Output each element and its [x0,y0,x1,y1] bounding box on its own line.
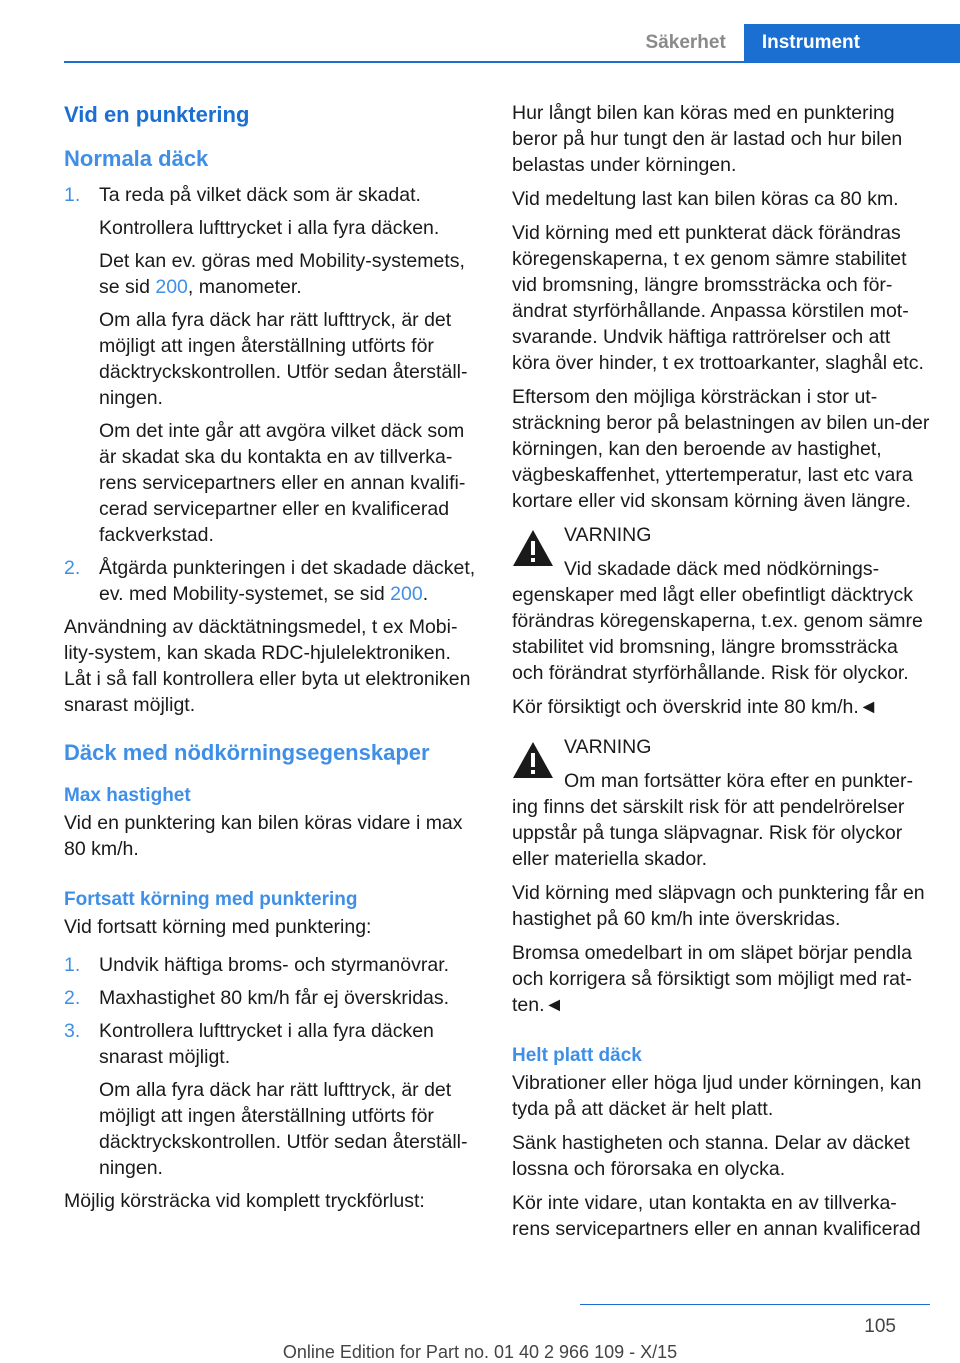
step-text: Om alla fyra däck har rätt lufttryck, är det möjligt att ingen återställning utförts för däcktryckskontrollen. Utför sedan återställ-ningen. [99,1079,468,1179]
paragraph: Vid fortsatt körning med punktering: [64,916,372,938]
paragraph: Användning av däcktätningsmedel, t ex Mobi-lity-system, kan skada RDC-hjulelektroniken. Låt i så fall kontrollera eller byta ut elektroniken snarast möjligt. [64,616,471,716]
paragraph: Kör inte vidare, utan kontakta en av tillverka-rens servicepartners eller en annan kvalificerad [512,1192,921,1240]
flat-tyre-heading: Helt platt däck [512,1045,642,1066]
runflat-heading: Däck med nödkörningsegenskaper [64,740,430,765]
step-text: Om alla fyra däck har rätt lufttryck, är det möjligt att ingen återställning utförts för däcktryckskontrollen. Utför sedan återställ-ningen. [99,309,468,409]
step-text: Kontrollera lufttrycket i alla fyra däcken snarast möjligt. [99,1020,434,1068]
paragraph: Eftersom den möjliga körsträckan i stor ut-sträckning beror på belastningen av bilen un-der körningen, kan den beroende av hastighet, vägbeskaffenhet, yttertemperatur, last etc vara kortare eller vid skonsam körning även längre. [512,386,930,512]
warning-triangle-icon [512,740,554,780]
step-text: Kontrollera lufttrycket i alla fyra däcken. [99,217,440,239]
step-number: 2. [64,987,81,1009]
warning-text: Vid körning med släpvagn och punktering får en hastighet på 60 km/h inte överskridas. [512,882,925,930]
page-link[interactable]: 200 [390,583,423,605]
warning-title: VARNING [564,736,652,758]
list-item [64,985,482,1011]
step-text: Det kan ev. göras med Mobility-systemets, se sid 200, manometer. [99,250,465,298]
step-number: 1. [64,954,81,976]
warning-text: Kör försiktigt och överskrid inte 80 km/h.◄ [512,696,879,718]
max-speed-heading: Max hastighet [64,785,191,806]
footer-rule [580,1304,930,1305]
warning-text: Bromsa omedelbart in om släpet börjar pendla och korrigera så försiktigt som möjligt med rat-ten.◄ [512,942,912,1016]
step-text: Undvik häftiga broms- och styrmanövrar. [99,954,450,976]
warning-box [512,522,930,720]
list-item [64,555,482,607]
paragraph: Sänk hastigheten och stanna. Delar av däcket lossna och förorsaka en olycka. [512,1132,910,1180]
step-text: Åtgärda punkteringen i det skadade däcket, ev. med Mobility-systemet, se sid 200. [99,557,476,605]
warning-triangle-icon [512,528,554,568]
continued-steps [64,952,482,1181]
page-link[interactable]: 200 [155,276,188,298]
step-number: 3. [64,1020,81,1042]
paragraph: Vid körning med ett punkterat däck förändras köregenskaperna, t ex genom sämre stabilitet vid bromsning, längre bromssträcka och för-ändrat styrförhållande. Anpassa körstilen mot-svarande. Undvik häftiga rattrörelser och att köra över hinder, t ex trottoarkanter, slaghål etc. [512,222,924,374]
continued-driving-heading: Fortsatt körning med punktering [64,889,358,910]
tab-sakerhet[interactable]: Säkerhet [628,24,744,62]
warning-text: Om man fortsätter köra efter en punkter- ing finns det särskilt risk för att pendelrörelser uppstår på tunga släpvagnar. Risk för olyckor eller materiella skador. [512,770,913,870]
header-rule [64,61,960,63]
step-text: Om det inte går att avgöra vilket däck som är skadat ska du kontakta en av tillverka-rens servicepartners eller en annan kvalifi-cerad servicepartner eller en kvalificerad fackverkstad. [99,420,466,546]
warning-text: Vid skadade däck med nödkörnings- egenskaper med lågt eller obefintligt däcktryck förändras köregenskaperna, t.ex. genom sämre stabilitet vid bromsning, längre bromssträcka och förändrat styrförhållande. Risk för olyckor. [512,558,923,684]
normal-steps [64,182,482,607]
paragraph: Möjlig körsträcka vid komplett tryckförlust: [64,1190,425,1212]
warning-title: VARNING [564,524,652,546]
normal-tyres-heading: Normala däck [64,146,209,171]
section-title: Vid en punktering [64,102,250,127]
paragraph: Vibrationer eller höga ljud under körningen, kan tyda på att däcket är helt platt. [512,1072,922,1120]
left-column [64,100,482,1222]
list-item [64,952,482,978]
step-text: Maxhastighet 80 km/h får ej överskridas. [99,987,450,1009]
step-number: 2. [64,557,81,579]
header-tabs [628,24,960,62]
warning-box [512,734,930,1018]
step-text: Ta reda på vilket däck som är skadat. [99,184,421,206]
step-number: 1. [64,184,81,206]
list-item [64,182,482,548]
list-item [64,1018,482,1181]
edition-text: Online Edition for Part no. 01 40 2 966 109 - X/15 [282,1342,678,1362]
paragraph: Vid en punktering kan bilen köras vidare i max 80 km/h. [64,812,463,860]
page-number: 105 [864,1316,896,1337]
paragraph: Hur långt bilen kan köras med en punktering beror på hur tungt den är lastad och hur bilen belastas under körningen. [512,102,903,176]
paragraph: Vid medeltung last kan bilen köras ca 80 km. [512,188,899,210]
tab-instrument[interactable]: Instrument [744,24,960,62]
right-column [512,100,930,1250]
